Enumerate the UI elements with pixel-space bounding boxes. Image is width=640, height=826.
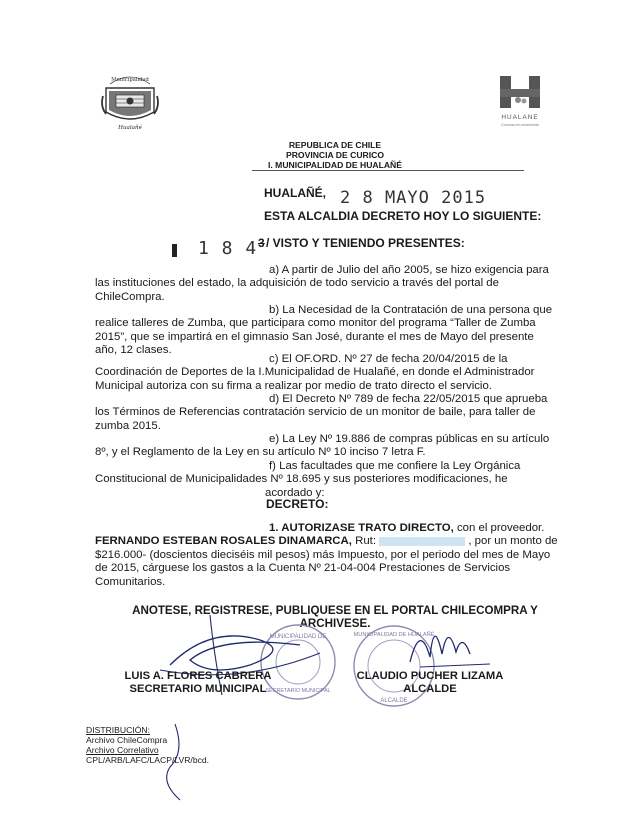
header-province: PROVINCIA DE CURICO <box>285 150 385 160</box>
decree-struck-digit: 3 <box>258 236 265 250</box>
item1-line5: Comunitarios. <box>95 575 166 588</box>
para-b-line4: año, 12 clases. <box>95 344 172 357</box>
item1-head: 1. AUTORIZASE TRATO DIRECTO, <box>269 522 454 534</box>
para-c-line2: Coordinación de Deportes de la I.Municipalidad de Hualañé, en donde el Administrador <box>95 366 535 379</box>
document-header <box>240 140 430 170</box>
municipal-logo <box>100 70 160 132</box>
decree-intro: ESTA ALCALDIA DECRETO HOY LO SIGUIENTE: <box>264 209 542 223</box>
para-c-line3: Municipal autoriza con su firma a realizar por medio de trato directo el servicio. <box>95 379 492 392</box>
para-a-line2: las instituciones del estado, la adquisición de todo servicio a través del portal de <box>95 277 499 290</box>
distribution-line3: CPL/ARB/LAFC/LACP/LVR/bcd. <box>86 755 210 765</box>
rut-tail: , por un monto de <box>468 535 558 548</box>
signer-right <box>350 670 510 696</box>
decree-mark <box>172 244 177 257</box>
paragraph-c <box>95 353 559 393</box>
signer-right-title: ALCALDE <box>403 683 457 695</box>
item1-line4: de 2015, cárguese los gastos a la Cuenta Nº 21-04-004 Prestaciones de Servicios <box>95 562 511 575</box>
para-e-line2: 8º, y el Reglamento de la Ley en su artículo Nº 10 inciso 7 letra F. <box>95 446 426 459</box>
logo-arc-text: Municipalidad <box>111 77 149 83</box>
seal-left-top: MUNICIPALIDAD DE <box>269 634 327 640</box>
closing-line2: ARCHIVESE. <box>299 617 371 630</box>
paragraph-a <box>95 264 559 304</box>
para-d-line2: los Términos de Referencias contratación servicio de un monitor de baile, para taller de <box>95 406 536 419</box>
para-b-line3: 2015”, que se impartirá en el gimnasio San José, durante el mes de Mayo del presente <box>95 330 534 343</box>
para-d-line3: zumba 2015. <box>95 419 161 432</box>
seal-right-bottom: ALCALDE <box>380 698 408 704</box>
seal-left-bottom: SECRETARIO MUNICIPAL <box>265 688 331 694</box>
decreto-title: DECRETO: <box>266 497 329 511</box>
para-a-line1: a) A partir de Julio del año 2005, se hizo exigencia para <box>269 264 549 276</box>
paragraph-b <box>95 304 559 358</box>
logo-tagline: Comuna en movimiento <box>501 123 539 127</box>
paragraph-d <box>95 393 559 433</box>
para-a-line3: ChileCompra. <box>95 290 165 303</box>
para-b-line2: realice talleres de Zumba, que participara como monitor del programa “Taller de Zumba <box>95 317 536 330</box>
signer-left-title: SECRETARIO MUNICIPAL <box>129 683 267 695</box>
decree-number: 1 8 4 <box>198 238 258 259</box>
hualane-logo <box>494 74 546 132</box>
distribution-line2: Archivo Correlativo <box>86 745 159 755</box>
para-f-line1: f) Las facultades que me confiere la Ley Orgánica <box>269 460 521 472</box>
provider-name: FERNANDO ESTEBAN ROSALES DINAMARCA, <box>95 535 352 548</box>
date-stamp: 2 8 MAYO 2015 <box>340 188 487 208</box>
rut-label: Rut: <box>355 535 376 548</box>
signer-left-name: LUIS A. FLORES CABRERA <box>124 670 272 682</box>
header-country: REPUBLICA DE CHILE <box>288 140 382 150</box>
seal-right-top: MUNICIPALIDAD DE HUALAÑÉ <box>353 632 435 638</box>
signer-left <box>118 670 278 696</box>
item1-line3: $216.000- (doscientos dieciséis mil pesos) más Impuesto, por el periodo del mes de Mayo <box>95 548 551 561</box>
place: HUALAÑÉ, <box>264 186 326 200</box>
distribution-title: DISTRIBUCIÓN: <box>86 725 150 735</box>
rut-redacted <box>379 537 465 546</box>
para-b-line1: b) La Necesidad de la Contratación de una persona que <box>269 304 553 316</box>
para-f-line3: acordado y: <box>265 486 325 499</box>
logo-bottom-text: Hualañé <box>118 125 142 131</box>
para-c-line1: c) El OF.ORD. Nº 27 de fecha 20/04/2015 de la <box>269 353 508 365</box>
header-rule <box>252 170 524 171</box>
para-e-line1: e) La Ley Nº 19.886 de compras públicas en su artículo <box>269 433 550 445</box>
logo-name: HUALANE <box>501 114 539 121</box>
distribution-line1: Archivo ChileCompra <box>86 735 168 745</box>
closing-line1: ANOTESE, REGISTRESE, PUBLIQUESE EN EL PORTAL CHILECOMPRA Y <box>132 604 538 617</box>
initials-scribble <box>150 722 200 802</box>
paragraph-f <box>95 460 559 500</box>
visto-title: / VISTO Y TENIENDO PRESENTES: <box>266 236 465 250</box>
para-d-line1: d) El Decreto Nº 789 de fecha 22/05/2015 que aprueba <box>269 393 548 405</box>
decree-item-1 <box>95 522 559 589</box>
paragraph-e <box>95 433 559 460</box>
item1-head-rest: con el proveedor. <box>456 522 545 534</box>
signer-right-name: CLAUDIO PUCHER LIZAMA <box>356 670 504 682</box>
para-f-line2: Constitucional de Municipalidades Nº 18.695 y sus posteriores modificaciones, he <box>95 473 508 486</box>
signature-right <box>400 612 520 672</box>
header-municipality: I. MUNICIPALIDAD DE HUALAÑÉ <box>268 160 402 170</box>
